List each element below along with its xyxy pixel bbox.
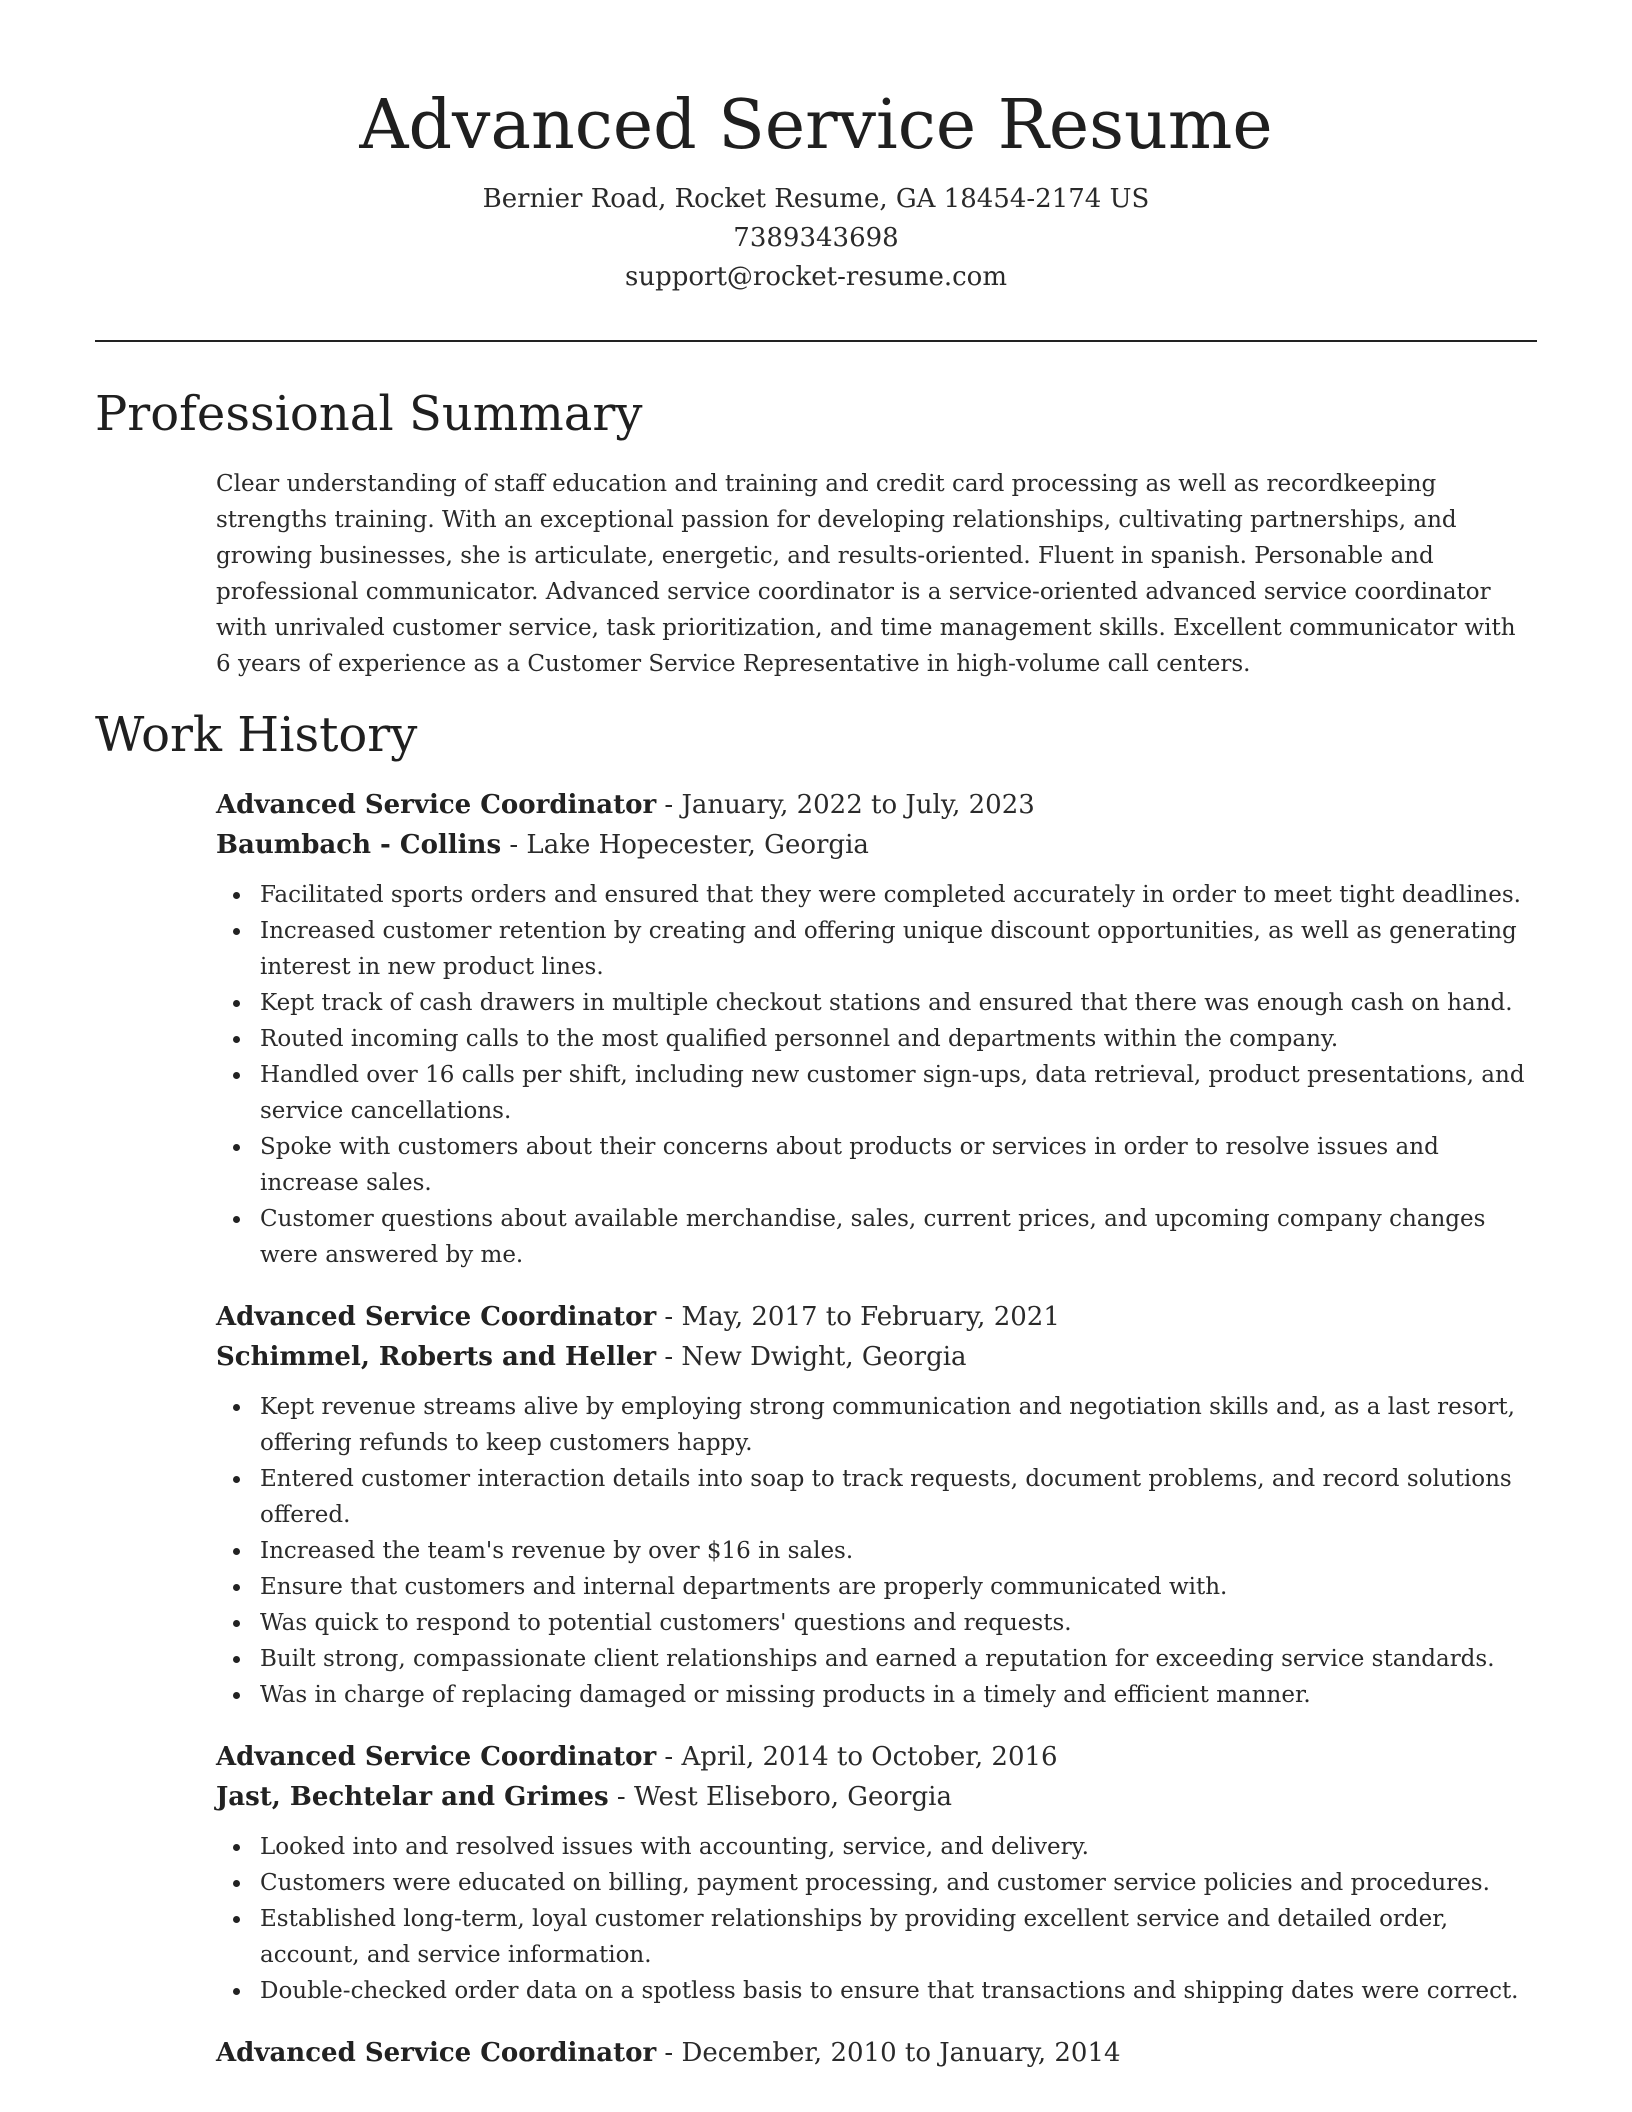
job-company-line — [216, 1337, 1537, 1377]
job-bullet: Ensure that customers and internal departments are properly communicated with. — [260, 1569, 1537, 1605]
job-company: Jast, Bechtelar and Grimes — [216, 1782, 609, 1812]
job-entry — [216, 1297, 1537, 1713]
job-dates: - January, 2022 to July, 2023 — [656, 790, 1035, 820]
job-role: Advanced Service Coordinator — [216, 1742, 657, 1772]
contact-phone: 7389343698 — [733, 223, 899, 253]
summary-heading: Professional Summary — [95, 386, 643, 442]
job-role: Advanced Service Coordinator — [216, 1302, 657, 1332]
job-entry — [216, 785, 1537, 1273]
job-title-line — [216, 1297, 1537, 1337]
job-company-line — [216, 825, 1537, 865]
job-dates: - December, 2010 to January, 2014 — [656, 2038, 1121, 2068]
job-role: Advanced Service Coordinator — [216, 2038, 657, 2068]
job-bullet: Customer questions about available merchandise, sales, current prices, and upcoming company changes were answered by me. — [260, 1201, 1537, 1273]
job-bullet: Built strong, compassionate client relationships and earned a reputation for exceeding service standards. — [260, 1641, 1537, 1677]
job-bullet-list — [216, 1389, 1537, 1713]
job-entry — [216, 1737, 1537, 2009]
job-bullet: Increased customer retention by creating and offering unique discount opportunities, as well as generating interest in new product lines. — [260, 913, 1537, 985]
header-divider — [95, 340, 1537, 342]
job-dates: - May, 2017 to February, 2021 — [656, 1302, 1060, 1332]
job-role: Advanced Service Coordinator — [216, 790, 657, 820]
job-bullet: Entered customer interaction details into soap to track requests, document problems, and record solutions offered. — [260, 1461, 1537, 1533]
job-company-line — [216, 1777, 1537, 1817]
contact-block — [95, 180, 1537, 297]
job-location: - New Dwight, Georgia — [656, 1342, 967, 1372]
resume-title: Advanced Service Resume — [359, 86, 1273, 165]
job-bullet-list — [216, 877, 1537, 1273]
job-bullet: Was quick to respond to potential customers' questions and requests. — [260, 1605, 1537, 1641]
job-entry — [216, 2033, 1537, 2073]
job-bullet: Facilitated sports orders and ensured that they were completed accurately in order to meet tight deadlines. — [260, 877, 1537, 913]
job-title-line — [216, 785, 1537, 825]
job-bullet-list — [216, 1829, 1537, 2009]
job-bullet: Customers were educated on billing, payment processing, and customer service policies and procedures. — [260, 1865, 1537, 1901]
job-bullet: Handled over 16 calls per shift, including new customer sign-ups, data retrieval, product presentations, and service cancellations. — [260, 1057, 1537, 1129]
work-history-heading: Work History — [95, 707, 418, 763]
job-bullet: Was in charge of replacing damaged or missing products in a timely and efficient manner. — [260, 1677, 1537, 1713]
contact-address: Bernier Road, Rocket Resume, GA 18454-2174 US — [482, 184, 1150, 214]
contact-email: support@rocket-resume.com — [624, 262, 1007, 292]
job-bullet: Spoke with customers about their concerns about products or services in order to resolve issues and increase sales. — [260, 1129, 1537, 1201]
job-title-line — [216, 2033, 1537, 2073]
job-location: - Lake Hopecester, Georgia — [501, 830, 869, 860]
summary-paragraph: Clear understanding of staff education and training and credit card processing as well as recordkeeping strengths training. With an exceptional passion for developing relationships, cultivating partnerships, and growing businesses, she is articulate, energetic, and results-oriented. Fluent in spanish. Personable and professional communicator. Advanced service coordinator is a service-oriented advanced service coordinator with unrivaled customer service, task prioritization, and time management skills. Excellent communicator with 6 years of experience as a Customer Service Representative in high-volume call centers. — [216, 471, 1516, 677]
job-bullet: Double-checked order data on a spotless basis to ensure that transactions and shipping dates were correct. — [260, 1973, 1537, 2009]
job-dates: - April, 2014 to October, 2016 — [656, 1742, 1058, 1772]
resume-page — [95, 0, 1537, 2073]
job-bullet: Kept revenue streams alive by employing strong communication and negotiation skills and, as a last resort, offering refunds to keep customers happy. — [260, 1389, 1537, 1461]
job-location: - West Eliseboro, Georgia — [608, 1782, 952, 1812]
job-company: Baumbach - Collins — [216, 830, 502, 860]
job-title-line — [216, 1737, 1537, 1777]
job-company: Schimmel, Roberts and Heller — [216, 1342, 657, 1372]
job-bullet: Kept track of cash drawers in multiple checkout stations and ensured that there was enough cash on hand. — [260, 985, 1537, 1021]
job-bullet: Routed incoming calls to the most qualified personnel and departments within the company. — [260, 1021, 1537, 1057]
job-bullet: Increased the team's revenue by over $16 in sales. — [260, 1533, 1537, 1569]
job-bullet: Looked into and resolved issues with accounting, service, and delivery. — [260, 1829, 1537, 1865]
resume-header — [95, 0, 1537, 297]
job-bullet: Established long-term, loyal customer relationships by providing excellent service and detailed order, account, and service information. — [260, 1901, 1537, 1973]
